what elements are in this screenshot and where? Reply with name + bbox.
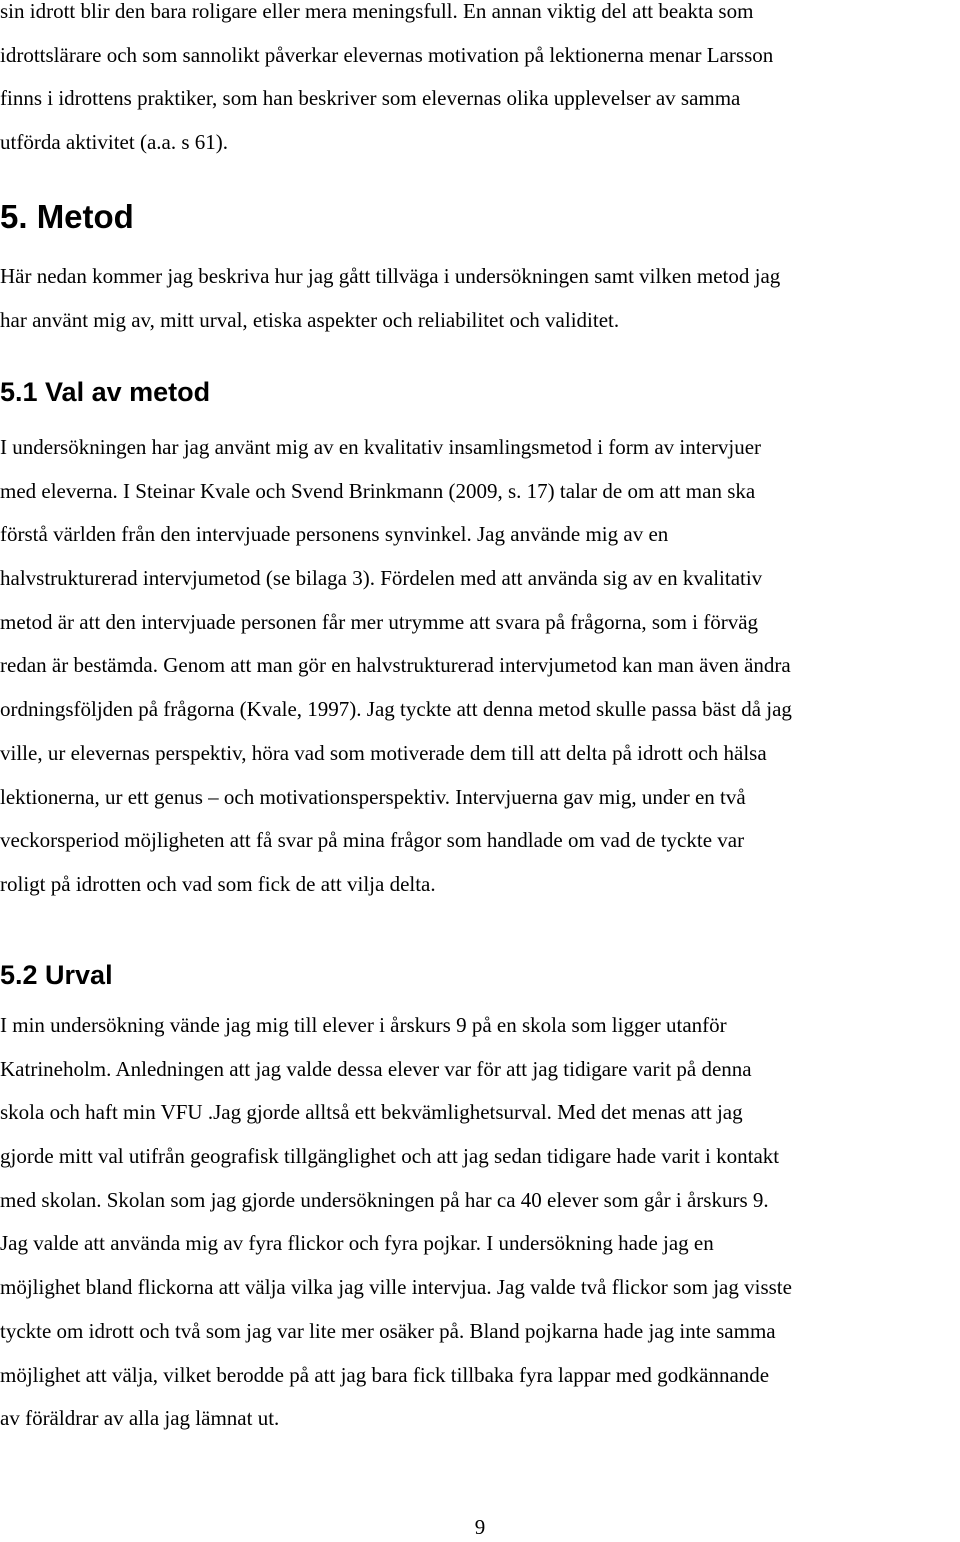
paragraph-line: förstå världen från den intervjuade personens synvinkel. Jag använde mig av en (0, 522, 669, 547)
metod-paragraph (0, 255, 960, 342)
paragraph-line: I undersökningen har jag använt mig av en kvalitativ insamlingsmetod i form av intervjuer (0, 435, 762, 459)
paragraph-line: redan är bestämda. Genom att man gör en halvstrukturerad intervjumetod kan man även ändra (0, 653, 791, 678)
paragraph-line: veckorsperiod möjligheten att få svar på mina frågor som handlade om vad de tyckte var (0, 828, 745, 853)
paragraph-line: halvstrukturerad intervjumetod (se bilaga 3). Fördelen med att använda sig av en kvalitativ (0, 566, 763, 591)
paragraph-line: utförda aktivitet (a.a. s 61). (0, 130, 229, 155)
paragraph-line: ville, ur elevernas perspektiv, höra vad som motiverade dem till att delta på idrott och hälsa (0, 740, 767, 765)
paragraph-line: gjorde mitt val utifrån geografisk tillgänglighet och att jag sedan tidigare hade varit i kontakt (0, 1144, 780, 1169)
paragraph-line: tyckte om idrott och två som jag var lite mer osäker på. Bland pojkarna hade jag inte samma (0, 1318, 776, 1343)
paragraph-line: idrottslärare och som sannolikt påverkar elevernas motivation på lektionerna menar Larsson (0, 42, 774, 67)
paragraph-line: har använt mig av, mitt urval, etiska aspekter och reliabilitet och validitet. (0, 307, 620, 332)
section-heading-urval: 5.2 Urval (0, 960, 113, 990)
paragraph-line: skola och haft min VFU .Jag gjorde alltså ett bekvämlighetsurval. Med det menas att jag (0, 1100, 743, 1125)
paragraph-line: möjlighet att välja, vilket berodde på att jag bara fick tillbaka fyra lappar med godkännande (0, 1362, 770, 1387)
paragraph-line: med skolan. Skolan som jag gjorde undersökningen på har ca 40 elever som går i årskurs 9. (0, 1187, 769, 1212)
val-av-metod-paragraph (0, 426, 960, 907)
paragraph-line: lektionerna, ur ett genus – och motivationsperspektiv. Intervjuerna gav mig, under en två (0, 784, 746, 809)
paragraph-line: Jag valde att använda mig av fyra flickor och fyra pojkar. I undersökning hade jag en (0, 1231, 714, 1256)
paragraph-line: Här nedan kommer jag beskriva hur jag gått tillväga i undersökningen samt vilken metod jag (0, 264, 781, 288)
paragraph-line: av föräldrar av alla jag lämnat ut. (0, 1406, 280, 1431)
section-heading-metod: 5. Metod (0, 198, 134, 235)
paragraph-line: sin idrott blir den bara roligare eller mera meningsfull. En annan viktig del att beakta som (0, 0, 754, 23)
paragraph-line: Katrineholm. Anledningen att jag valde dessa elever var för att jag tidigare varit på denna (0, 1056, 752, 1081)
section-heading-val-av-metod: 5.1 Val av metod (0, 377, 211, 407)
paragraph-line: ordningsföljden på frågorna (Kvale, 1997). Jag tyckte att denna metod skulle passa bäst då jag (0, 697, 792, 722)
paragraph-line: finns i idrottens praktiker, som han beskriver som elevernas olika upplevelser av samma (0, 86, 741, 111)
paragraph-line: roligt på idrotten och vad som fick de att vilja delta. (0, 871, 436, 896)
paragraph-line: metod är att den intervjuade personen får mer utrymme att svara på frågorna, som i förväg (0, 609, 759, 634)
paragraph-line: med eleverna. I Steinar Kvale och Svend Brinkmann (2009, s. 17) talar de om att man ska (0, 478, 756, 503)
paragraph-line: möjlighet bland flickorna att välja vilka jag ville intervjua. Jag valde två flickor som jag visste (0, 1275, 792, 1300)
intro-paragraph (0, 0, 960, 165)
paragraph-line: I min undersökning vände jag mig till elever i årskurs 9 på en skola som ligger utanför (0, 1013, 727, 1037)
urval-paragraph (0, 1004, 960, 1441)
page-number: 9 (474, 1515, 486, 1539)
